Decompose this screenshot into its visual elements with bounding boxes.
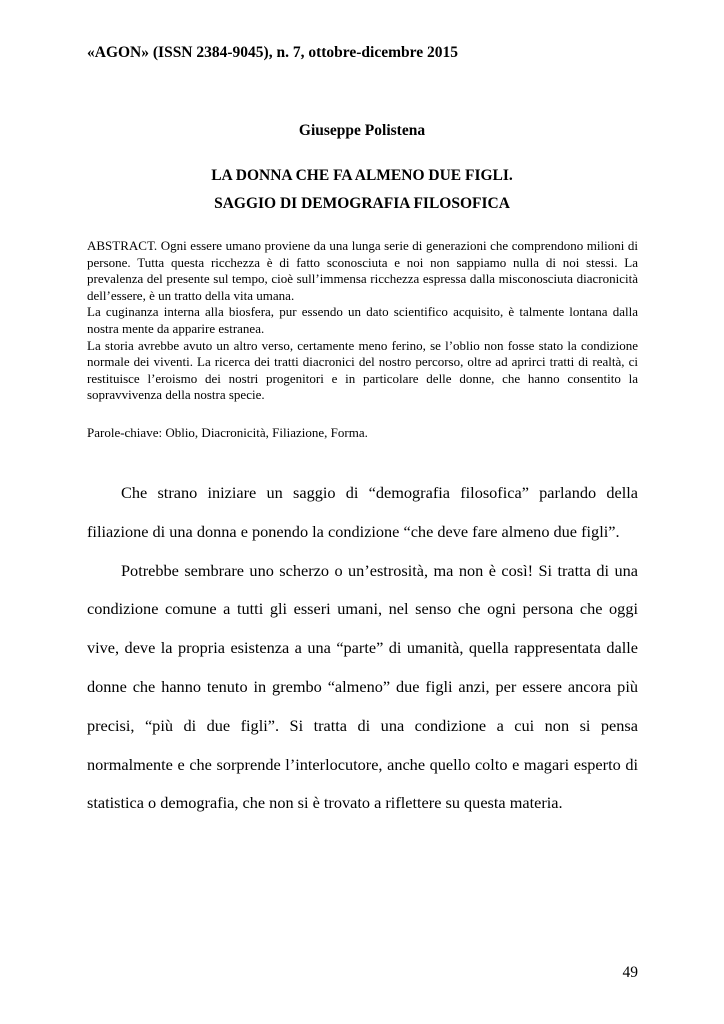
article-title: [0, 162, 724, 218]
title-line-2: SAGGIO DI DEMOGRAFIA FILOSOFICA: [214, 195, 510, 212]
abstract-paragraph: La cuginanza interna alla biosfera, pur essendo un dato scientifico acquisito, è talmente lontana dalla nostra mente da apparire estranea.: [87, 304, 638, 336]
keywords: Parole-chiave: Oblio, Diacronicità, Filiazione, Forma.: [87, 425, 368, 440]
abstract-paragraph: La storia avrebbe avuto un altro verso, certamente meno ferino, se l’oblio non fosse stato la condizione normale dei viventi. La ricerca dei tratti diacronici del nostro percorso, oltre ad aprirci tratti di realtà, ci restituisce l’eroismo dei nostri progenitori e in particolare delle donne, che hanno consentito la sopravvivenza della nostra specie.: [87, 337, 638, 403]
journal-header: «AGON» (ISSN 2384-9045), n. 7, ottobre-dicembre 2015: [87, 44, 458, 61]
body-paragraph: Che strano iniziare un saggio di “demografia filosofica” parlando della filiazione di una donna e ponendo la condizione “che deve fare almeno due figli”.: [87, 483, 638, 541]
article-body: [87, 474, 638, 823]
title-line-1: LA DONNA CHE FA ALMENO DUE FIGLI.: [211, 167, 513, 184]
body-paragraph: Potrebbe sembrare uno scherzo o un’estrosità, ma non è così! Si tratta di una condizione comune a tutti gli esseri umani, nel senso che ogni persona che oggi vive, deve la propria esistenza a una “parte” di umanità, quella rappresentata dalle donne che hanno tenuto in grembo “almeno” due figli anzi, per essere ancora più precisi, “più di due figli”. Si tratta di una condizione a cui non si pensa normalmente e che sorprende l’interlocutore, anche quello colto e magari esperto di statistica o demografia, che non si è trovato a riflettere su questa materia.: [87, 560, 638, 813]
page-number: 49: [622, 964, 638, 981]
abstract-paragraph: ABSTRACT. Ogni essere umano proviene da una lunga serie di generazioni che comprendono milioni di persone. Tutta questa ricchezza è di fatto sconosciuta e noi non sappiamo nulla di noi stessi. La prevalenza del presente sul tempo, cioè sull’immensa ricchezza espressa dalla misconosciuta diacronicità dell’essere, è un tratto della vita umana.: [87, 238, 638, 303]
author-name: Giuseppe Polistena: [298, 122, 426, 139]
abstract: [87, 238, 638, 404]
